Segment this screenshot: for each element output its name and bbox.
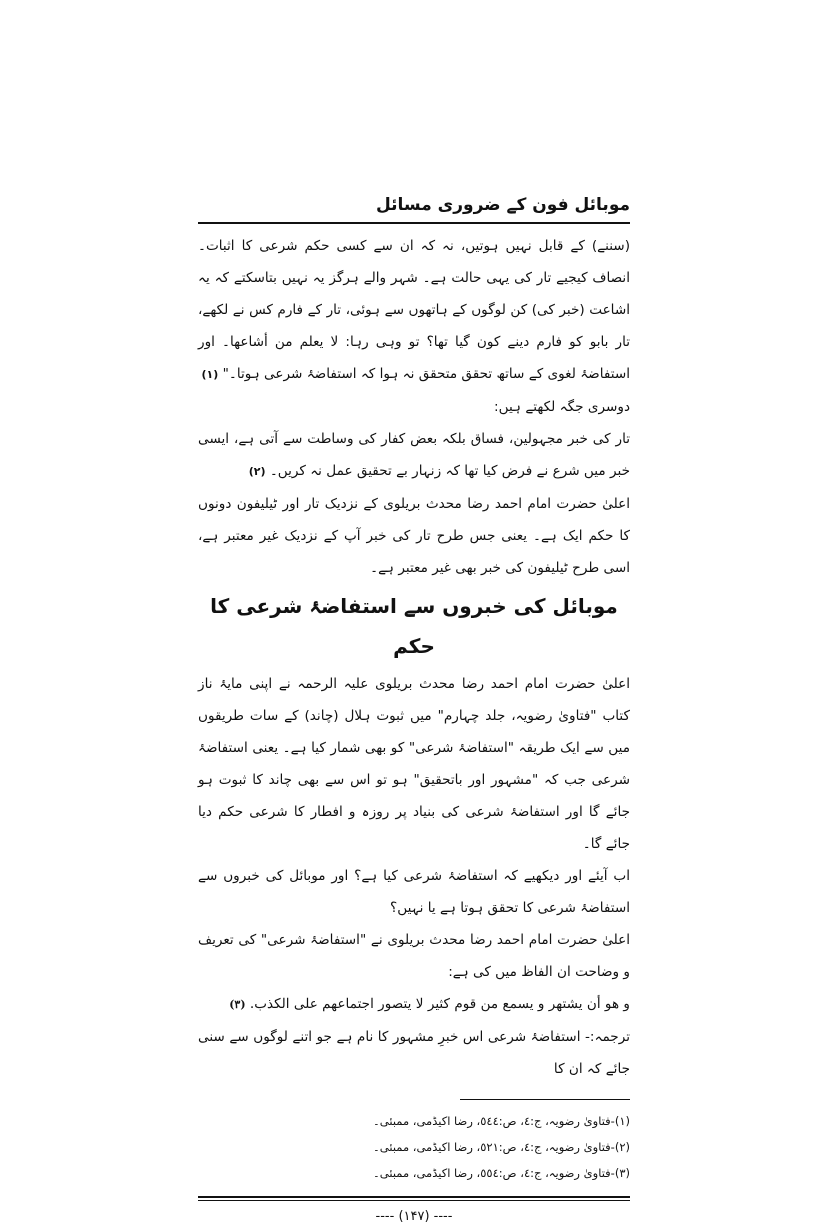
paragraph-7: اعلیٰ حضرت امام احمد رضا محدث بریلوی نے "استفاضۂ شرعی" کی تعریف و وضاحت ان الفاظ میں کی ہے: — [198, 932, 630, 980]
book-page — [198, 190, 630, 1224]
paragraph-2: دوسری جگہ لکھتے ہیں: — [494, 399, 630, 415]
paragraph-3 — [198, 423, 630, 488]
body-text — [198, 230, 630, 1085]
paragraph-1-text: (سننے) کے قابل نہیں ہوتیں، نہ کہ ان سے کسی حکم شرعی کا اثبات۔ انصاف کیجیے تار کی یہی حالت ہے۔ شہر والے ہرگز یہ نہیں بتاسکتے کہ یہ اشاعت (خبر کی) کن لوگوں کے ہاتھوں سے ہوئی، تار کے فارم کس نے لکھے، تار بابو کو فارم دینے کون گیا تھا؟ تو وہی رہا: لا یعلم من أشاعها۔ اور استفاضۂ لغوی کے ساتھ تحقق متحقق نہ ہوا کہ استفاضۂ شرعی ہوتا۔" — [198, 238, 630, 382]
header-rule — [198, 222, 630, 224]
section-heading: موبائل کی خبروں سے استفاضۂ شرعی کا حکم — [210, 594, 618, 658]
paragraph-5: اعلیٰ حضرت امام احمد رضا محدث بریلوی علیہ الرحمہ نے اپنی مایۂ ناز کتاب "فتاویٰ رضویہ، جلد چہارم" میں ثبوت ہلال (چاند) کے سات طریقوں میں سے ایک طریقہ "استفاضۂ شرعی" کو بھی شمار کیا ہے۔ یعنی استفاضۂ شرعی جب کہ "مشہور اور باتحقیق" ہو تو اس سے بھی چاند کا ثبوت ہو جائے گا اور استفاضۂ شرعی کی بنیاد پر روزہ و افطار کا شرعی حکم دیا جائے گا۔ — [198, 676, 630, 852]
running-head: موبائل فون کے ضروری مسائل — [375, 195, 630, 215]
reference-mark-2: (۲) — [248, 465, 266, 478]
paragraph-1 — [198, 230, 630, 391]
reference-mark-3: (۳) — [229, 998, 246, 1011]
footnote-1: (۱)-فتاویٰ رضویہ، ج:٤، ص:٥٤٤، رضا اکیڈمی، ممبئی۔ — [373, 1114, 630, 1128]
reference-mark-1: (۱) — [201, 368, 219, 381]
arabic-quote-text: و هو أن يشتهر و يسمع من قوم كثير لا يتصور اجتماعهم على الكذب. — [249, 996, 630, 1012]
footnote-2: (۲)-فتاویٰ رضویہ، ج:٤، ص:٥٢١، رضا اکیڈمی، ممبئی۔ — [373, 1140, 630, 1154]
footnote-rule — [460, 1099, 630, 1100]
footer-rule — [198, 1196, 630, 1201]
page-number: ---- (۱۴۷) ---- — [375, 1209, 453, 1224]
paragraph-3-text: تار کی خبر مجہولین، فساق بلکہ بعض کفار کی وساطت سے آتی ہے، ایسی خبر میں شرع نے فرض کیا تھا کہ زنہار بے تحقیق عمل نہ کریں۔ — [198, 431, 630, 479]
arabic-quote — [198, 988, 630, 1021]
footnotes — [198, 1108, 630, 1186]
footnote-3: (۳)-فتاویٰ رضویہ، ج:٤، ص:٥٥٤، رضا اکیڈمی، ممبئی۔ — [373, 1166, 630, 1180]
paragraph-4: اعلیٰ حضرت امام احمد رضا محدث بریلوی کے نزدیک تار اور ٹیلیفون دونوں کا حکم ایک ہے۔ یعنی جس طرح تار کی خبر آپ کے نزدیک غیر معتبر ہے، اسی طرح ٹیلیفون کی خبر بھی غیر معتبر ہے۔ — [198, 496, 630, 576]
paragraph-translation: ترجمہ:- استفاضۂ شرعی اس خبرِ مشہور کا نام ہے جو اتنے لوگوں سے سنی جائے کہ ان کا — [198, 1029, 630, 1077]
paragraph-6: اب آیئے اور دیکھیے کہ استفاضۂ شرعی کیا ہے؟ اور موبائل کی خبروں سے استفاضۂ شرعی کا تحقق ہوتا ہے یا نہیں؟ — [198, 868, 630, 916]
